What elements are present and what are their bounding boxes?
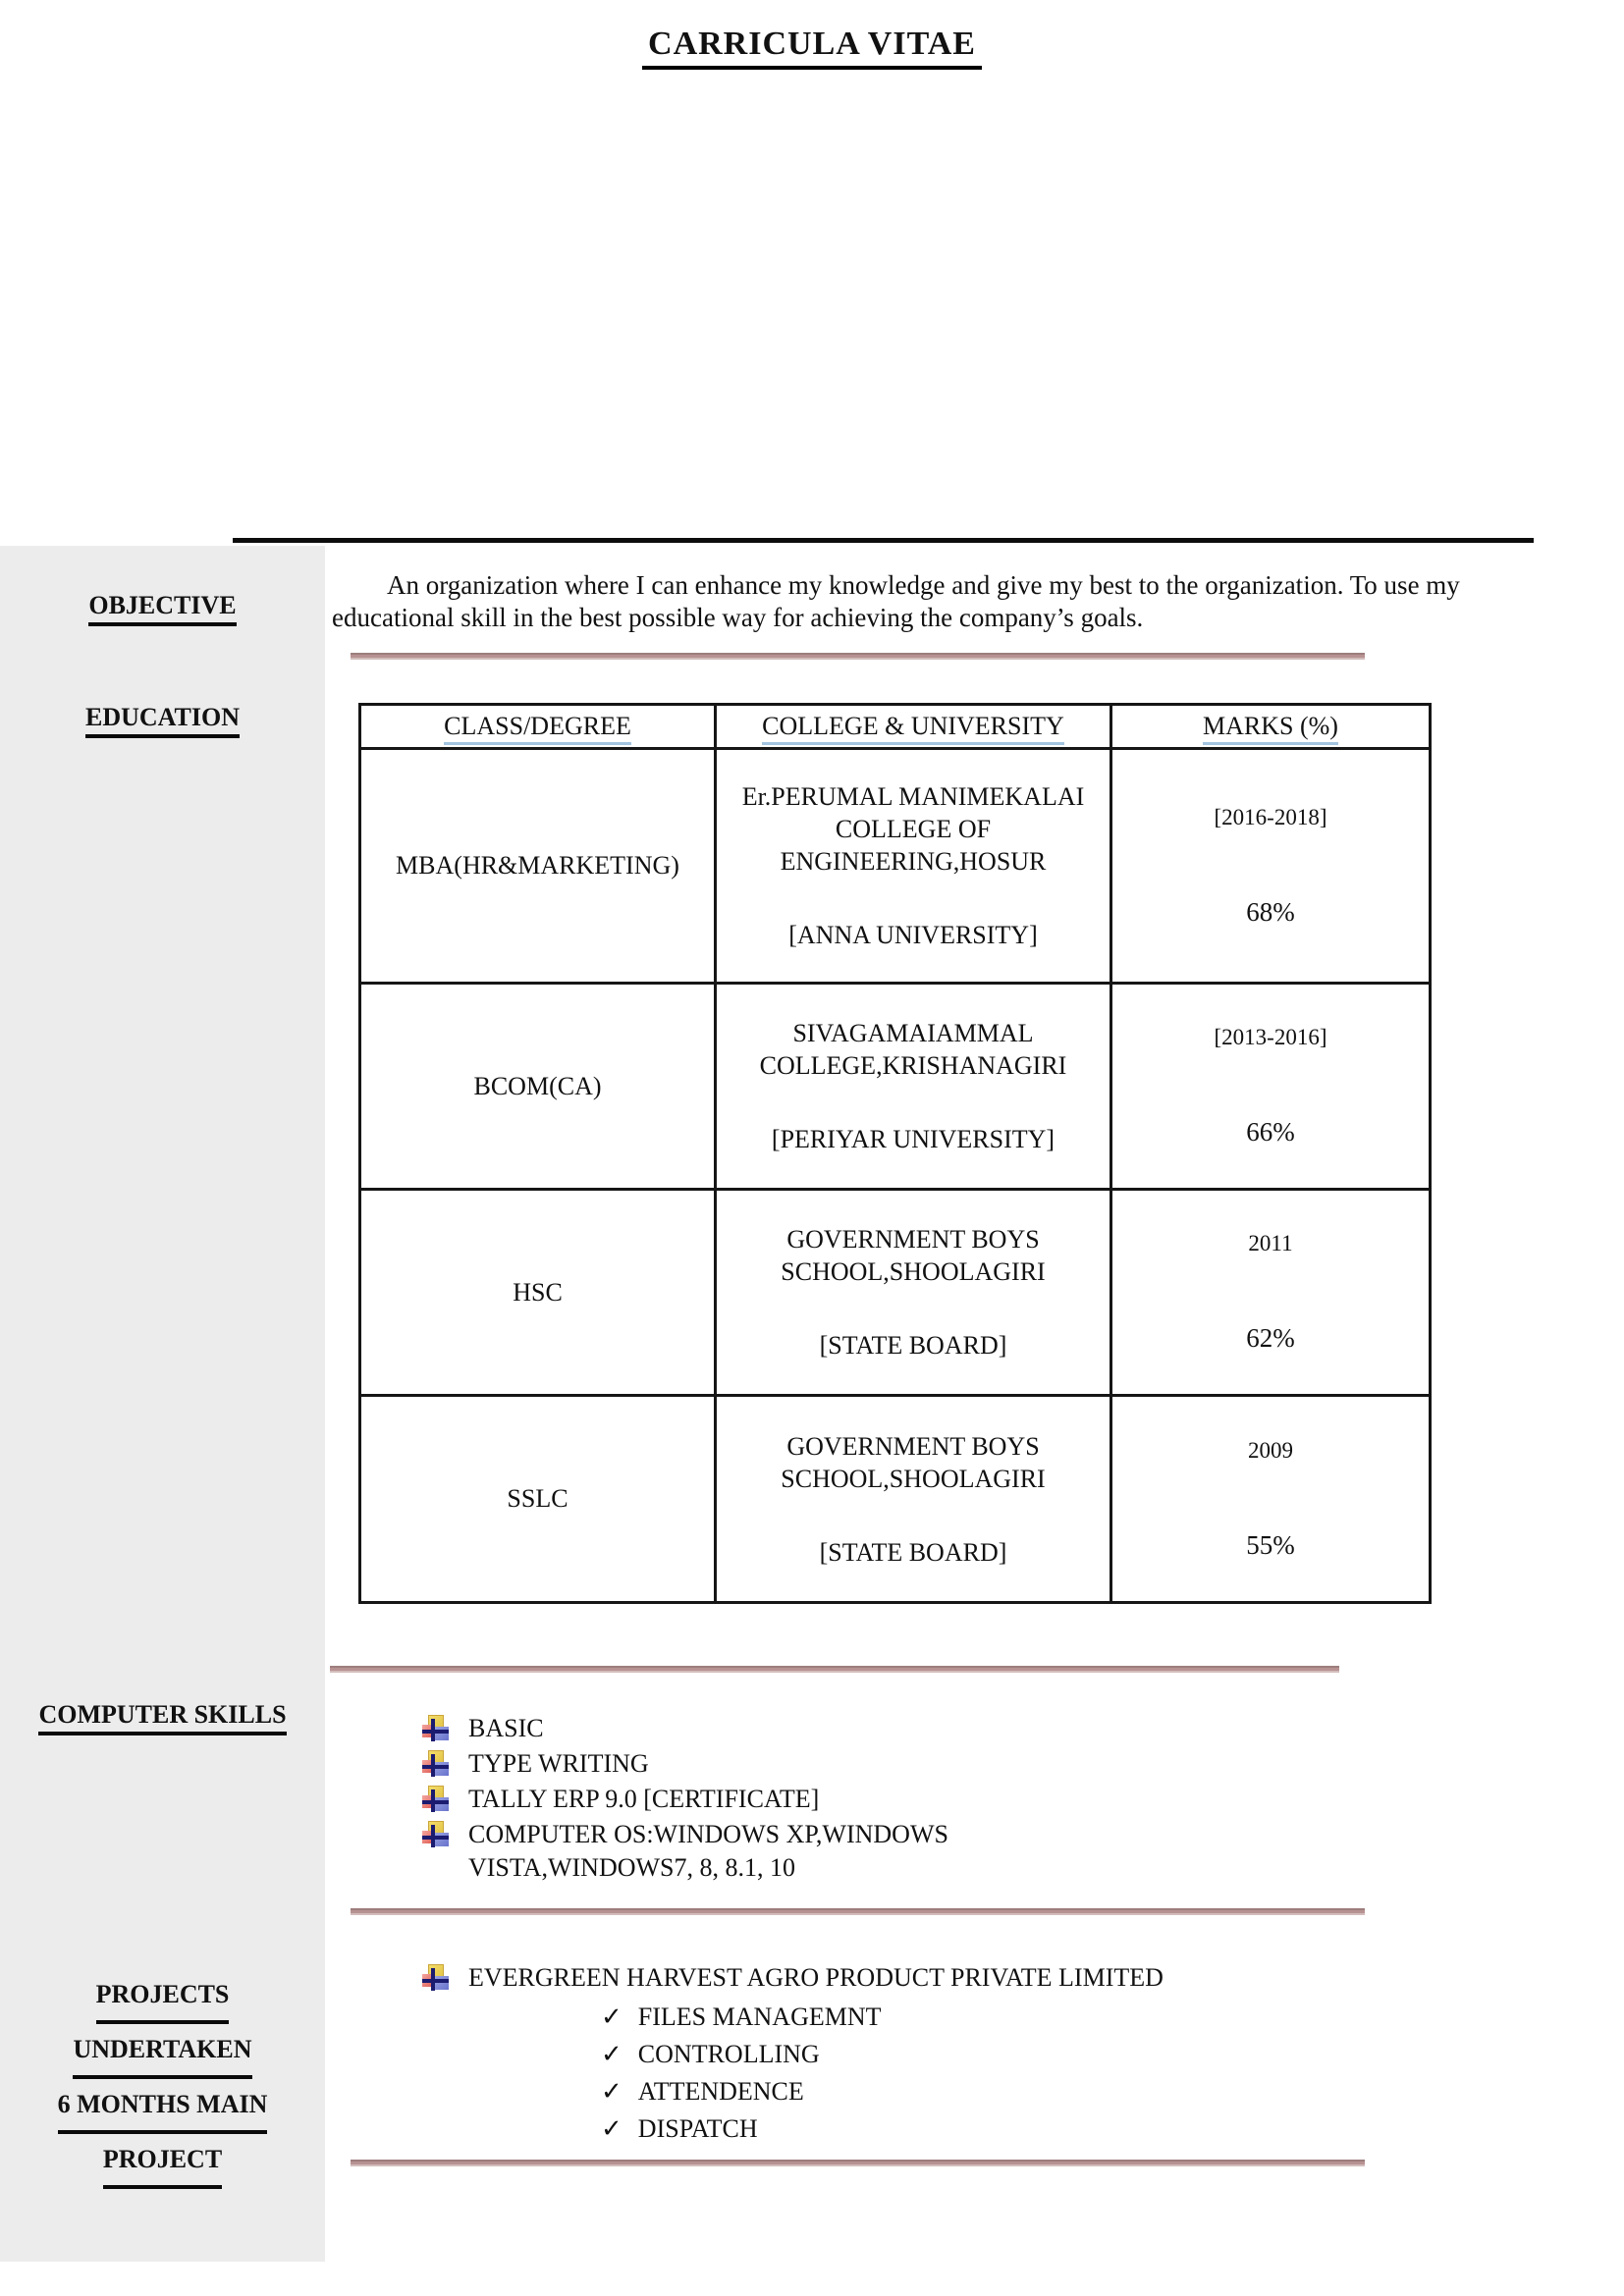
college-cell [716, 984, 1111, 1190]
list-item [422, 1818, 1097, 1885]
table-row [360, 749, 1431, 984]
section-divider [330, 1666, 1339, 1673]
education-table [358, 703, 1432, 1604]
table-row [360, 1190, 1431, 1396]
college-cell [716, 749, 1111, 984]
list-item [601, 2073, 882, 2110]
marks-percent: 66% [1246, 1117, 1295, 1147]
sidebar-projects-label: PROJECTS UNDERTAKEN 6 MONTHS MAIN PROJECT [0, 1971, 325, 2191]
sidebar-education-label: EDUCATION [0, 701, 325, 734]
project-company-name: EVERGREEN HARVEST AGRO PRODUCT PRIVATE LIMITED [468, 1963, 1164, 1992]
degree-cell: HSC [360, 1190, 716, 1396]
project-company-line [422, 1961, 1164, 1995]
college-name: GOVERNMENT BOYS SCHOOL,SHOOLAGIRI [781, 1225, 1046, 1286]
marks-percent: 55% [1246, 1529, 1295, 1560]
college-name: Er.PERUMAL MANIMEKALAI COLLEGE OF ENGINEERING,HOSUR [741, 782, 1085, 876]
college-cell [716, 1396, 1111, 1603]
year-range: [2013-2016] [1214, 1025, 1327, 1049]
column-header-college-university: COLLEGE & UNIVERSITY [716, 705, 1111, 749]
column-header-class-degree: CLASS/DEGREE [360, 705, 716, 749]
section-divider [351, 2160, 1365, 2166]
university-name: [ANNA UNIVERSITY] [788, 921, 1038, 949]
project-task-list [601, 1999, 882, 2148]
university-name: [PERIYAR UNIVERSITY] [771, 1125, 1056, 1153]
degree-cell: MBA(HR&MARKETING) [360, 749, 716, 984]
colored-plus-bullet-icon [422, 1715, 449, 1742]
sidebar-objective-label: OBJECTIVE [0, 589, 325, 622]
list-item [422, 1747, 1097, 1781]
list-item [601, 1999, 882, 2036]
college-name: SIVAGAMAIAMMAL COLLEGE,KRISHANAGIRI [759, 1019, 1067, 1080]
table-row [360, 1396, 1431, 1603]
section-divider [351, 653, 1365, 660]
colored-plus-bullet-icon [422, 1821, 449, 1848]
marks-percent: 62% [1246, 1323, 1295, 1353]
check-icon: ✓ [601, 2114, 623, 2144]
year-range: 2011 [1248, 1231, 1293, 1255]
task-label: ATTENDENCE [637, 2077, 804, 2106]
page-title: CARRICULA VITAE [642, 26, 982, 70]
list-item [422, 1783, 1097, 1816]
top-divider [233, 538, 1534, 543]
university-name: [STATE BOARD] [819, 1331, 1007, 1360]
check-icon: ✓ [601, 2077, 623, 2107]
colored-plus-bullet-icon [422, 1750, 449, 1778]
education-table-header-row [360, 705, 1431, 749]
list-item [601, 2036, 882, 2073]
objective-text: An organization where I can enhance my knowledge and give my best to the organization. To use my educational skill in the best possible way for achieving the company’s goals. [332, 570, 1460, 632]
title-row [0, 26, 1624, 70]
skill-label: TYPE WRITING [468, 1749, 649, 1778]
marks-cell [1111, 984, 1431, 1190]
degree-cell: BCOM(CA) [360, 984, 716, 1190]
year-range: [2016-2018] [1214, 804, 1327, 829]
task-label: DISPATCH [637, 2114, 758, 2143]
college-cell [716, 1190, 1111, 1396]
skill-label: BASIC [468, 1714, 544, 1742]
task-label: CONTROLLING [637, 2040, 820, 2068]
check-icon: ✓ [601, 2002, 623, 2032]
marks-cell [1111, 749, 1431, 984]
section-divider [351, 1908, 1365, 1915]
task-label: FILES MANAGEMNT [637, 2002, 882, 2031]
skill-label: COMPUTER OS:WINDOWS XP,WINDOWS VISTA,WINDOWS7, 8, 8.1, 10 [468, 1820, 948, 1882]
colored-plus-bullet-icon [422, 1964, 449, 1992]
skill-label: TALLY ERP 9.0 [CERTIFICATE] [468, 1785, 820, 1813]
college-name: GOVERNMENT BOYS SCHOOL,SHOOLAGIRI [781, 1431, 1046, 1493]
marks-cell [1111, 1396, 1431, 1603]
university-name: [STATE BOARD] [819, 1537, 1007, 1567]
marks-percent: 68% [1246, 896, 1295, 927]
colored-plus-bullet-icon [422, 1786, 449, 1813]
check-icon: ✓ [601, 2040, 623, 2069]
table-row [360, 984, 1431, 1190]
marks-cell [1111, 1190, 1431, 1396]
sidebar-computer-skills-label: COMPUTER SKILLS [0, 1698, 325, 1732]
year-range: 2009 [1248, 1437, 1293, 1463]
computer-skills-list [422, 1712, 1097, 1887]
list-item [601, 2110, 882, 2148]
column-header-marks: MARKS (%) [1111, 705, 1431, 749]
list-item [422, 1712, 1097, 1745]
degree-cell: SSLC [360, 1396, 716, 1603]
